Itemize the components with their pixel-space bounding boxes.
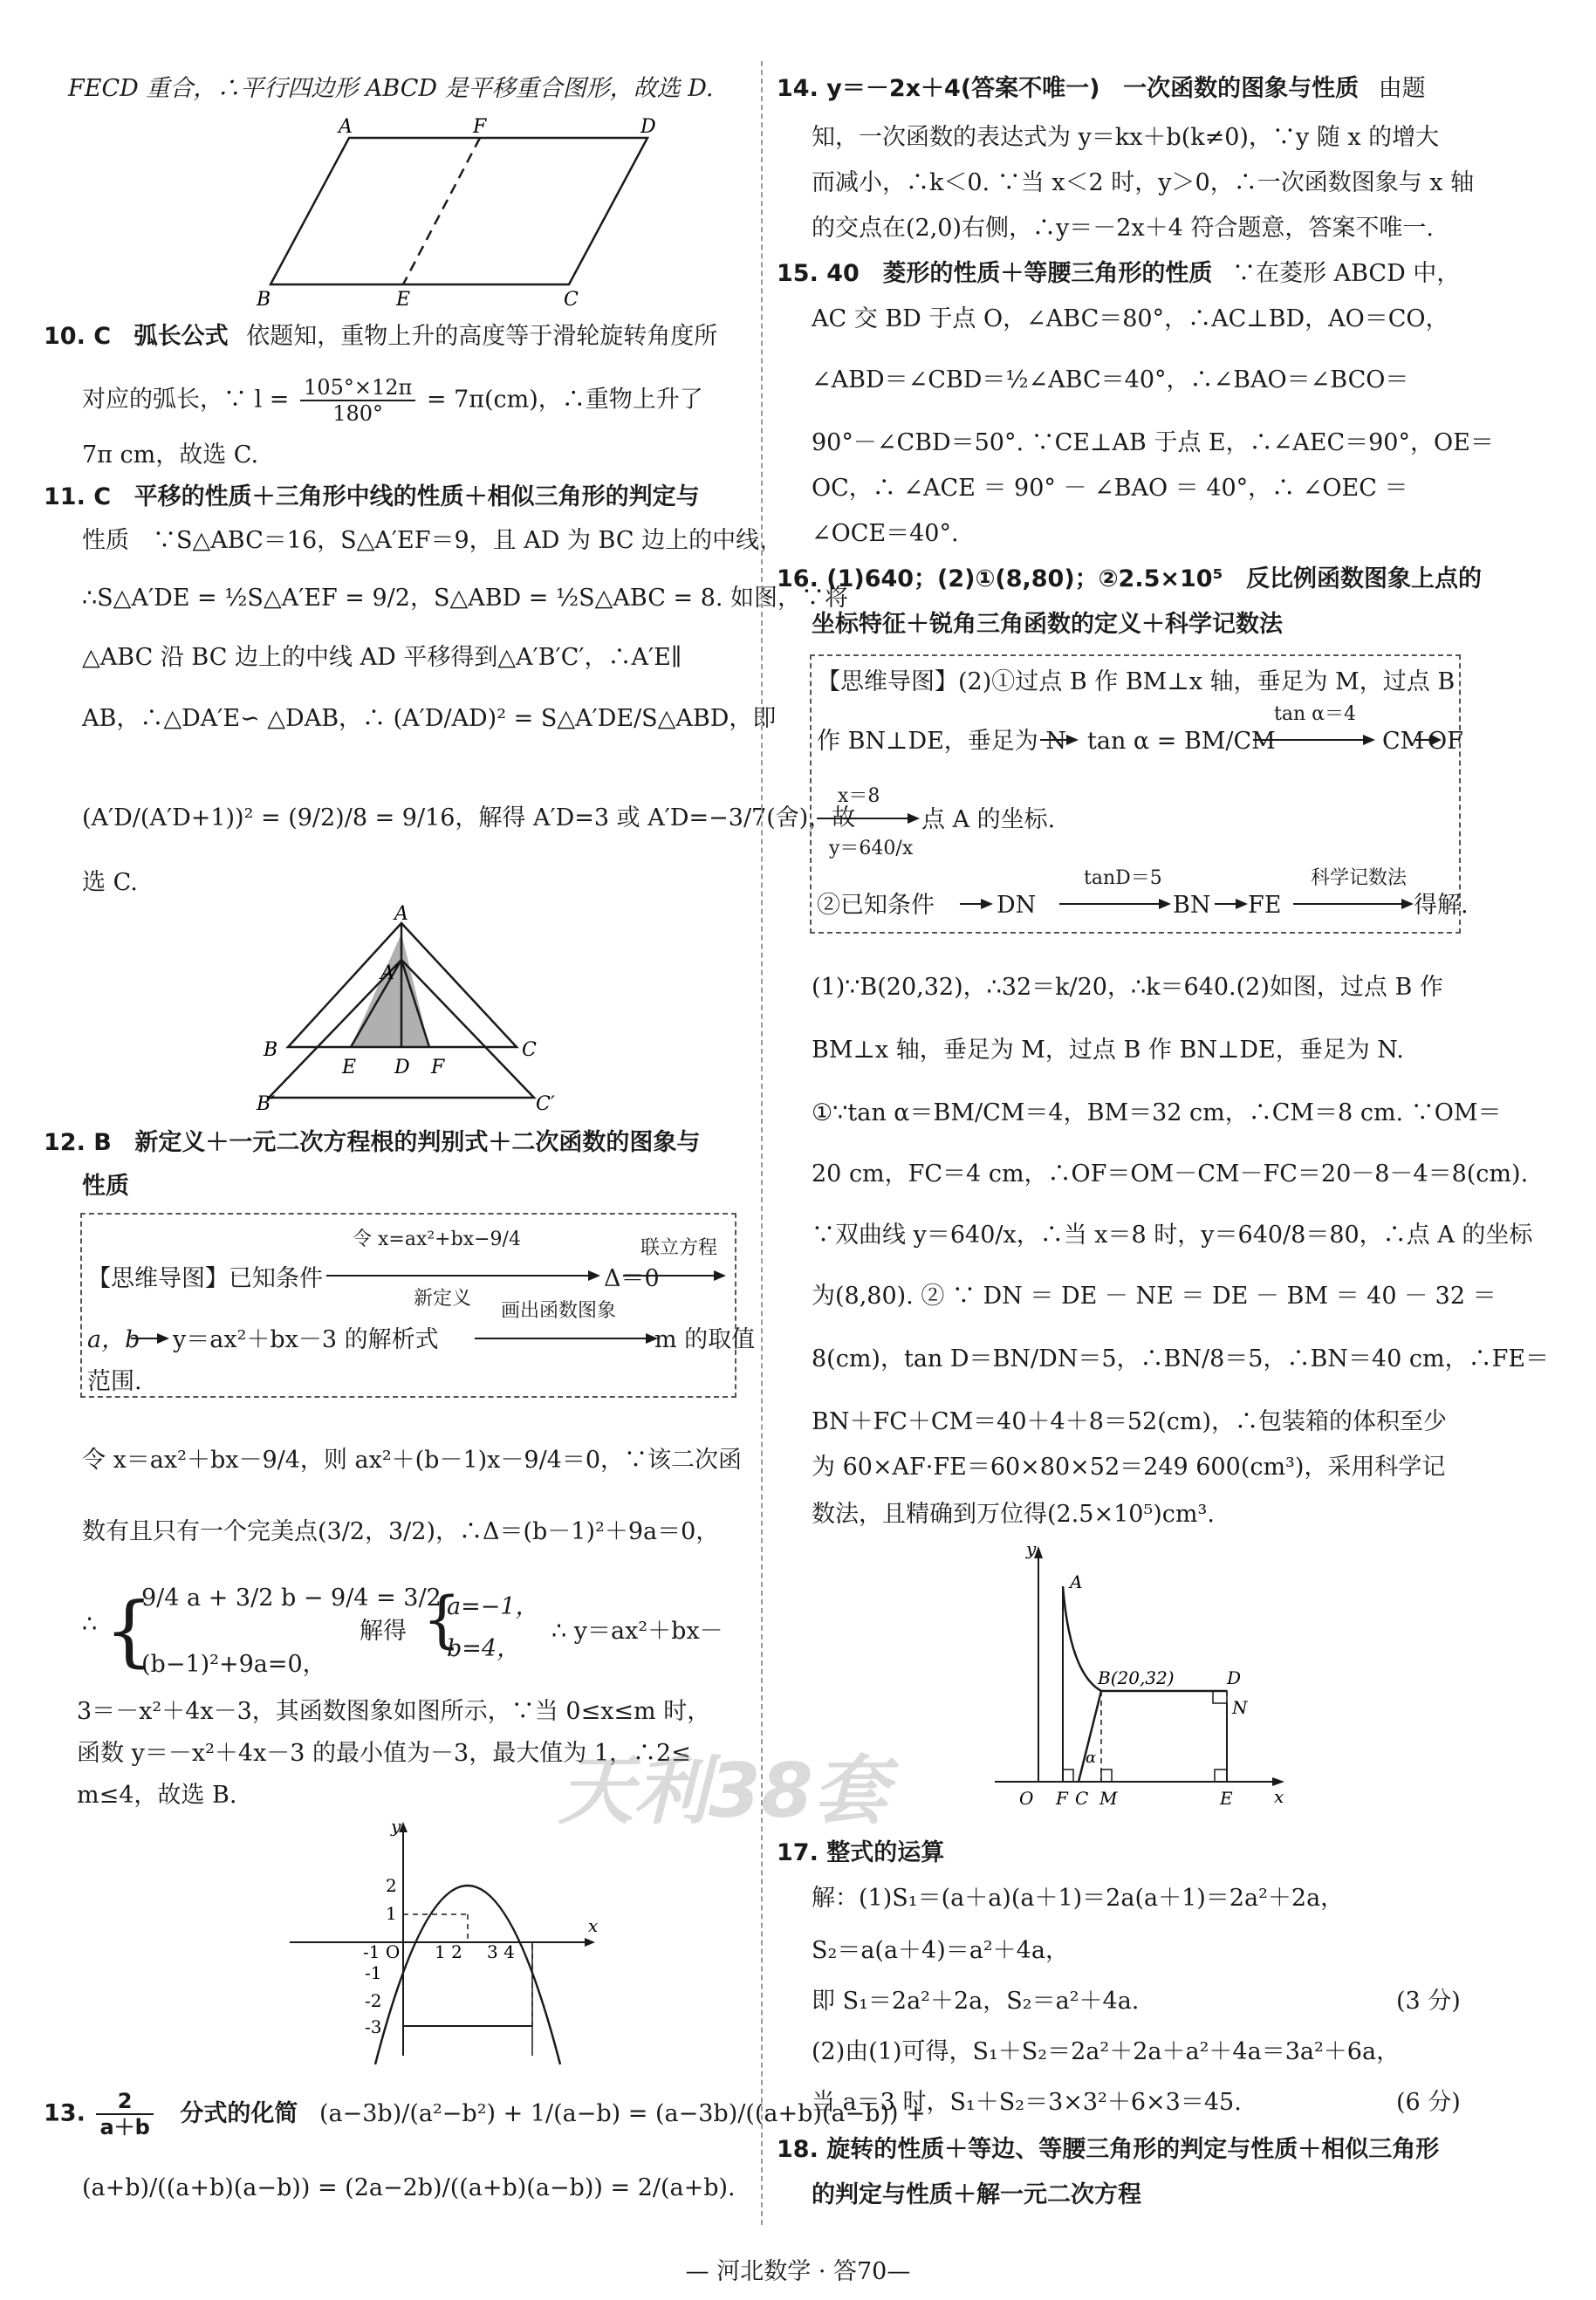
- svg-text:x: x: [588, 1915, 599, 1936]
- mind-map-label: 【思维导图】已知条件: [87, 1265, 323, 1292]
- text-line: 的交点在(2,0)右侧，∴y＝－2x＋4 符合题意，答案不唯一.: [812, 215, 1435, 242]
- text-line: 函数 y＝－x²＋4x－3 的最小值为－3，最大值为 1，∴2≤: [77, 1740, 691, 1767]
- question-15: 15. 40 菱形的性质＋等腰三角形的性质 ∵在菱形 ABCD 中，: [777, 260, 1461, 287]
- svg-text:N: N: [1232, 1697, 1248, 1718]
- score-note: (3 分): [1396, 1988, 1461, 2015]
- question-topic: 平移的性质＋三角形中线的性质＋相似三角形的判定与: [134, 483, 700, 510]
- svg-text:3 4: 3 4: [487, 1941, 515, 1962]
- svg-text:y: y: [1026, 1538, 1037, 1559]
- text-line: 8(cm)，tan D＝BN/DN＝5，∴BN/8＝5，∴BN＝40 cm，∴FE＝: [812, 1345, 1550, 1372]
- svg-text:O: O: [1019, 1788, 1034, 1809]
- arrow-icon: [1040, 728, 1084, 754]
- text-line: (2)由(1)可得，S₁＋S₂＝2a²＋2a＋a²＋4a＝3a²＋6a，: [812, 2038, 1401, 2065]
- text-line: ∴S△A′DE = ½S△A′EF = 9/2，S△ABD = ½S△ABC = 8. 如图，∵将: [82, 585, 849, 612]
- text-line: 3＝－x²＋4x－3，其函数图象如图所示，∵当 0≤x≤m 时，: [77, 1698, 711, 1725]
- question-topic: 的判定与性质＋解一元二次方程: [812, 2181, 1141, 2208]
- text-line: 性质: [82, 1173, 129, 1200]
- svg-text:A: A: [394, 903, 408, 925]
- question-topic: 一次函数的图象与性质: [1123, 75, 1360, 102]
- svg-text:1: 1: [386, 1903, 397, 1924]
- text-line: 而减小，∴k＜0. ∵当 x＜2 时，y＞0，∴一次函数图象与 x 轴: [812, 169, 1475, 196]
- svg-text:x: x: [1274, 1786, 1284, 1807]
- vertex-label: F: [473, 116, 487, 138]
- text-line: (a+b)/((a+b)(a−b)) = (2a−2b)/((a+b)(a−b)) = 2/(a+b).: [82, 2174, 736, 2201]
- text-line: 依题知，重物上升的高度等于滑轮旋转角度所: [246, 323, 718, 350]
- svg-text:B(20,32): B(20,32): [1098, 1667, 1175, 1688]
- text-line: 当 a＝3 时，S₁＋S₂＝3×3²＋6×3＝45.: [812, 2089, 1242, 2116]
- vertex-label: B: [257, 289, 271, 311]
- question-number: 11. C: [44, 483, 112, 510]
- score-note: (6 分): [1396, 2089, 1461, 2116]
- packaging-coordinate-figure: [995, 1538, 1291, 1822]
- svg-text:D: D: [394, 1057, 410, 1078]
- question-12: [44, 1131, 700, 1154]
- text-line: 对应的弧长，∵ l = $\frac{105^\circ\times 12\pi}{180^\circ}$ = 7π(cm)，∴重物上升了: [82, 375, 703, 426]
- text-line: ∠ABD＝∠CBD＝½∠ABC＝40°，∴∠BAO＝∠BCO＝: [812, 366, 1409, 394]
- equation-system: ∴ {: [82, 1585, 154, 1675]
- svg-text:-2: -2: [365, 1990, 382, 2011]
- arrow-icon: [131, 1326, 175, 1352]
- text-line: 数有且只有一个完美点(3/2，3/2)，∴Δ＝(b－1)²＋9a＝0，: [82, 1518, 720, 1545]
- mind-map-box: 【思维导图】已知条件 令 x=ax²+bx−9/4 新定义 Δ＝0 联立方程 a，b y＝ax²＋bx－3 的解析式 画出函数图象 m 的取值 范围.: [80, 1213, 736, 1398]
- svg-text:-1 O: -1 O: [363, 1941, 401, 1962]
- text-line: AC 交 BD 于点 O，∠ABC＝80°，∴AC⊥BD，AO＝CO，: [812, 305, 1449, 332]
- svg-text:B′: B′: [257, 1093, 276, 1115]
- arrow-icon: [1293, 892, 1424, 918]
- question-number: 12. B: [44, 1129, 112, 1156]
- text-line: 性质 ∵S△ABC＝16，S△A′EF＝9，且 AD 为 BC 边上的中线，: [82, 527, 784, 554]
- question-number: 10. C: [44, 323, 112, 350]
- vertex-label: D: [640, 116, 656, 138]
- question-topic: 坐标特征＋锐角三角函数的定义＋科学记数法: [812, 611, 1283, 638]
- text-line: 知，一次函数的表达式为 y＝kx＋b(k≠0)，∵y 随 x 的增大: [812, 124, 1440, 151]
- text-line: ∠OCE＝40°.: [812, 520, 959, 547]
- question-topic: 分式的化简: [180, 2099, 298, 2127]
- svg-text:E: E: [342, 1057, 357, 1078]
- arrow-icon: [1253, 728, 1384, 754]
- svg-text:F: F: [431, 1057, 445, 1078]
- question-14: 14. y＝－2x＋4(答案不唯一) 一次函数的图象与性质 由题: [777, 75, 1426, 102]
- text-line: BN＋FC＋CM＝40＋4＋8＝52(cm)，∴包装箱的体积至少: [812, 1408, 1448, 1435]
- text-line: (A′D/(A′D+1))² = (9/2)/8 = 9/16，解得 A′D=3 或 A′D=−3/7(舍)，故: [82, 804, 856, 832]
- svg-text:-3: -3: [365, 2016, 382, 2037]
- text-line: 为(8,80). ② ∵ DN ＝ DE － NE ＝ DE － BM ＝ 40 － 32 ＝: [812, 1283, 1497, 1310]
- text-line: ∵双曲线 y＝640/x，∴当 x＝8 时，y＝640/8＝80，∴点 A 的坐标: [812, 1222, 1533, 1249]
- svg-text:2: 2: [386, 1875, 397, 1896]
- question-number: 13.: [44, 2099, 86, 2127]
- vertex-label: C: [564, 289, 579, 311]
- text-line: m≤4，故选 B.: [77, 1782, 237, 1809]
- text-line: S₂＝a(a＋4)＝a²＋4a，: [812, 1937, 1069, 1964]
- svg-text:F: F: [1056, 1788, 1068, 1809]
- question-number: 15. 40: [777, 260, 860, 287]
- svg-text:M: M: [1099, 1788, 1118, 1809]
- svg-text:B: B: [264, 1039, 278, 1061]
- question-topic: 弧长公式: [134, 323, 229, 350]
- question-10: [44, 325, 717, 348]
- page-footer: — 河北数学 · 答70—: [685, 2258, 911, 2285]
- svg-text:E: E: [1220, 1788, 1233, 1809]
- mind-map-box: 【思维导图】(2)①过点 B 作 BM⊥x 轴，垂足为 M，过点 B 作 BN⊥DE，垂足为 N tan α = BM/CM tan α＝4 CM OF x＝8 y＝640/x 点 A 的坐标. ②已知条件 DN tanD＝5 BN FE 科学记数法 得解.: [810, 654, 1461, 934]
- svg-text:D: D: [1227, 1667, 1242, 1688]
- text-line: 解：(1)S₁＝(a＋a)(a＋1)＝2a(a＋1)＝2a²＋2a，: [812, 1885, 1345, 1912]
- question-13: 13. $\frac{2}{a+b}$ 分式的化简 (a−3b)/(a²−b²) + 1/(a−b) = (a−3b)/((a+b)(a−b)) +: [44, 2089, 926, 2139]
- text-line: 7π cm，故选 C.: [82, 442, 259, 469]
- svg-text:C: C: [1075, 1788, 1089, 1809]
- text-line: 为 60×AF·FE＝60×80×52＝249 600(cm³)，采用科学记: [812, 1454, 1446, 1481]
- text-line: 数法，且精确到万位得(2.5×10⁵)cm³.: [812, 1501, 1215, 1528]
- parallelogram-figure: [237, 116, 656, 312]
- parabola-graph: [281, 1816, 604, 2064]
- svg-text:α: α: [1086, 1749, 1097, 1767]
- question-16: [777, 567, 1482, 591]
- svg-text:C′: C′: [536, 1093, 555, 1115]
- vertex-label: A: [339, 116, 353, 138]
- text-line: OC，∴ ∠ACE ＝ 90° － ∠BAO ＝ 40°，∴ ∠OEC ＝: [812, 475, 1408, 502]
- question-11: [44, 485, 700, 509]
- text-line: 选 C.: [82, 869, 138, 896]
- question-number: 16. (1)640；(2)①(8,80)；②2.5×10⁵: [777, 565, 1223, 592]
- text-line: 20 cm，FC＝4 cm，∴OF＝OM－CM－FC＝20－8－4＝8(cm).: [812, 1160, 1529, 1188]
- svg-text:y: y: [391, 1816, 401, 1837]
- question-topic: 反比例函数图象上点的: [1246, 565, 1482, 592]
- svg-text:C: C: [522, 1039, 537, 1061]
- arrow-icon: [326, 1263, 623, 1290]
- text-line: △ABC 沿 BC 边上的中线 AD 平移得到△A′B′C′，∴A′E∥: [82, 644, 682, 671]
- question-topic: 新定义＋一元二次方程根的判别式＋二次函数的图象与: [134, 1129, 701, 1156]
- text-line: ①∵tan α＝BM/CM＝4，BM＝32 cm，∴CM＝8 cm. ∵OM＝: [812, 1099, 1502, 1126]
- svg-text:-1: -1: [365, 1962, 382, 1983]
- text-line: AB，∴△DA′E∽ △DAB，∴ (A′D/AD)² = S△A′DE/S△ABD，即: [82, 705, 777, 732]
- svg-text:A′: A′: [380, 962, 399, 984]
- text-line: (1)∵B(20,32)，∴32＝k/20，∴k＝640.(2)如图，过点 B 作: [812, 974, 1443, 1001]
- text-line: 即 S₁＝2a²＋2a，S₂＝a²＋4a.: [812, 1988, 1140, 2015]
- text-line: 90°－∠CBD＝50°. ∵CE⊥AB 于点 E，∴∠AEC＝90°，OE＝: [812, 429, 1494, 456]
- text-line: BM⊥x 轴，垂足为 M，过点 B 作 BN⊥DE，垂足为 N.: [812, 1037, 1404, 1064]
- text-line: FECD 重合，∴平行四边形 ABCD 是平移重合图形，故选 D.: [68, 75, 714, 102]
- svg-text:1 2: 1 2: [435, 1941, 462, 1962]
- column-divider: [761, 61, 763, 2225]
- arrow-icon: [1059, 892, 1182, 918]
- question-number: 14. y＝－2x＋4(答案不唯一): [777, 75, 1100, 102]
- triangle-translation-figure: [257, 903, 630, 1117]
- arrow-icon: [817, 806, 930, 832]
- question-18: 18. 旋转的性质＋等边、等腰三角形的判定与性质＋相似三角形: [777, 2136, 1440, 2163]
- question-17: 17. 整式的运算: [777, 1839, 945, 1866]
- arrow-icon: [623, 1263, 736, 1290]
- text-line: 令 x＝ax²＋bx－9/4，则 ax²＋(b－1)x－9/4＝0，∵该二次函: [82, 1447, 743, 1474]
- question-topic: 菱形的性质＋等腰三角形的性质: [882, 260, 1213, 287]
- watermark-logo: 天利38套: [558, 1748, 888, 1835]
- svg-text:A: A: [1070, 1571, 1083, 1592]
- text-line: (a−3b)/(a²−b²) + 1/(a−b) = (a−3b)/((a+b)(a−b)) +: [319, 2099, 926, 2127]
- arrow-icon: [475, 1326, 667, 1352]
- vertex-label: E: [396, 289, 411, 311]
